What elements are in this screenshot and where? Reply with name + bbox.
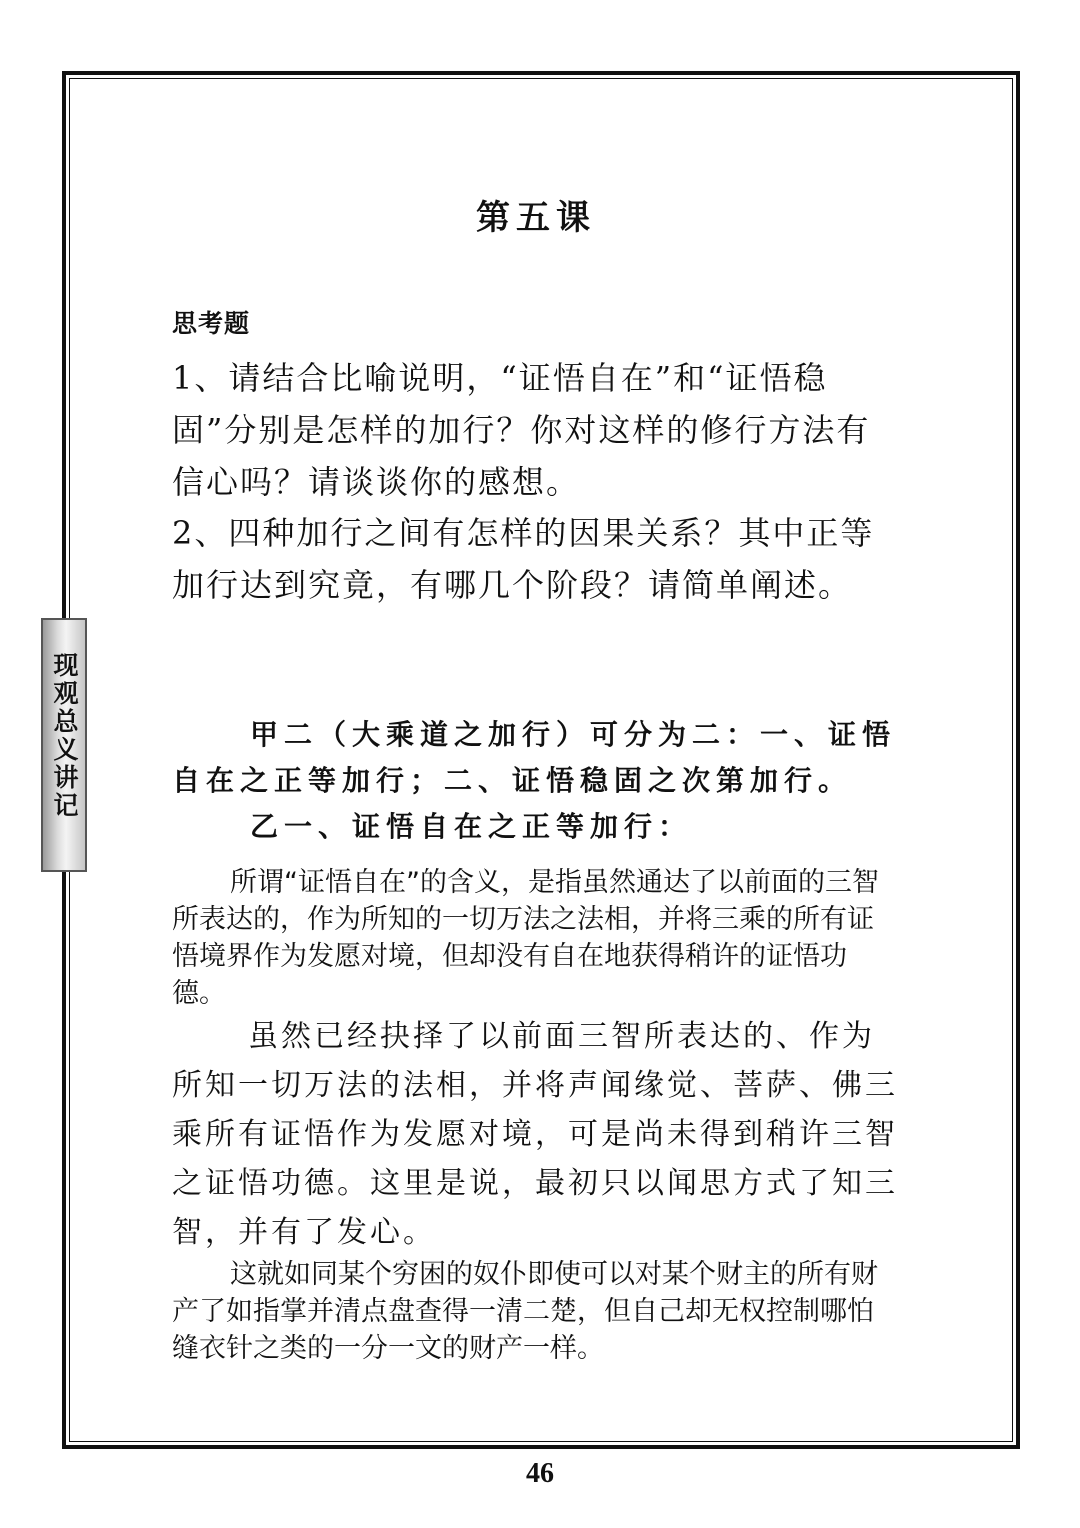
body-paragraph-3: 这就如同某个穷困的奴仆即使可以对某个财主的所有财产了如指掌并清点盘查得一清二楚，但自己却无权控制哪怕缝衣针之类的一分一文的财产一样。 (172, 1259, 878, 1364)
outline-division: 甲二（大乘道之加行）可分为二：一、证悟自在之正等加行；二、证悟稳固之次第加行。 (172, 718, 897, 797)
outline-block (172, 712, 900, 850)
question-item-2: 2、四种加行之间有怎样的因果关系？其中正等加行达到究竟，有哪几个阶段？请简单阐述。 (172, 514, 875, 604)
lesson-title: 第五课 (476, 198, 596, 238)
body-paragraph-2: 虽然已经抉择了以前面三智所表达的、作为所知一切万法的法相，并将声闻缘觉、菩萨、佛三乘所有证悟作为发愿对境，可是尚未得到稍许三智之证悟功德。这里是说，最初只以闻思方式了知三智，并有了发心。 (172, 1019, 898, 1250)
outline-section: 乙一、证悟自在之正等加行： (250, 810, 693, 843)
side-tab-title: 现观总义讲记 (50, 652, 79, 820)
question-item-1: 1、请结合比喻说明，“证悟自在”和“证悟稳固”分别是怎样的加行？你对这样的修行方法有信心吗？请谈谈你的感想。 (172, 359, 871, 501)
page-number: 46 (526, 1458, 554, 1489)
body-paragraph-1: 所谓“证悟自在”的含义，是指虽然通达了以前面的三智所表达的，作为所知的一切万法之法相，并将三乘的所有证悟境界作为发愿对境，但却没有自在地获得稍许的证悟功德。 (172, 867, 879, 1009)
side-tab (41, 618, 87, 872)
questions-heading: 思考题 (172, 309, 251, 338)
